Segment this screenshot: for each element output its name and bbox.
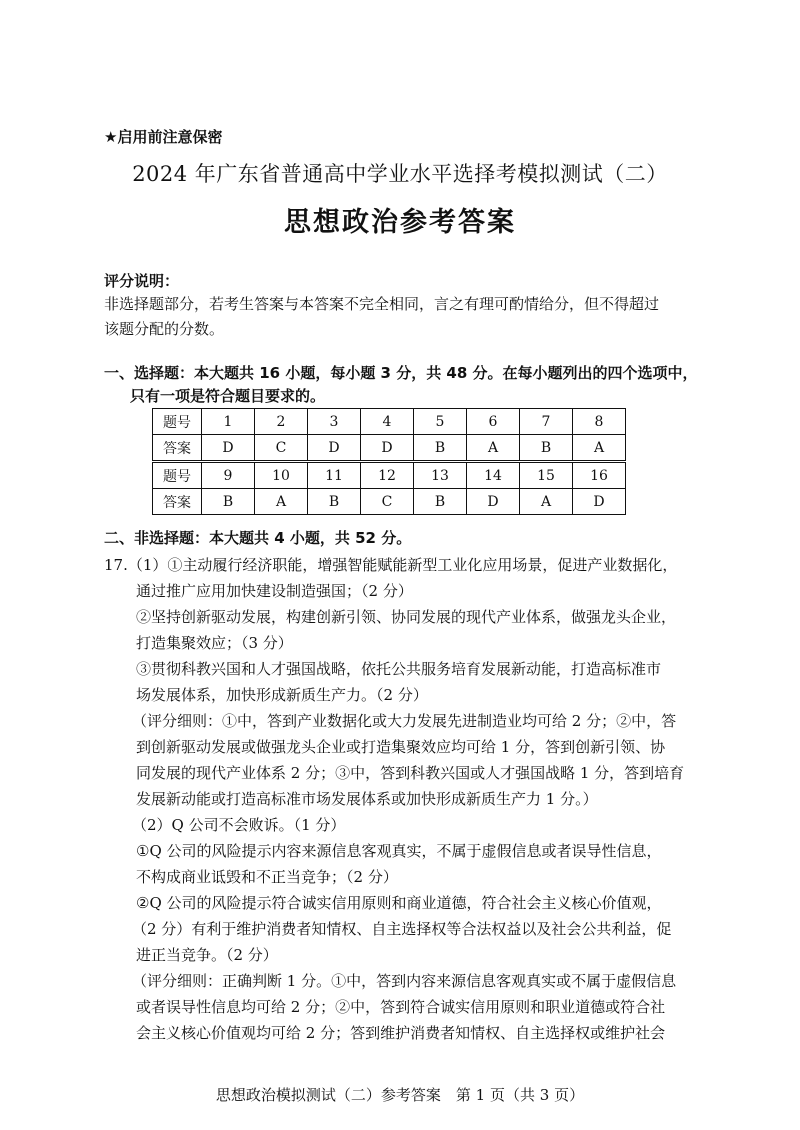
answer-cell: B — [414, 435, 467, 462]
answer-cell: C — [255, 435, 308, 462]
answer-line: （2 分）有利于维护消费者知情权、自主选择权等合法权益以及社会公共利益，促 — [132, 920, 672, 938]
page-footer: 思想政治模拟测试（二）参考答案 第 1 页（共 3 页） — [215, 1086, 585, 1104]
scoring-note-line-1: 非选择题部分，若考生答案与本答案不完全相同，言之有理可酌情给分，但不得超过 — [104, 295, 660, 313]
answer-cell: A — [520, 489, 573, 515]
row-label: 题号 — [153, 409, 202, 435]
answer-cell: C — [361, 489, 414, 515]
row-label: 答案 — [153, 489, 202, 515]
document-subtitle: 思想政治参考答案 — [284, 207, 516, 238]
confidential-notice: ★启用前注意保密 — [104, 128, 223, 146]
answer-cell: A — [573, 435, 626, 462]
answer-line: 发展新动能或打造高标准市场发展体系或加快形成新质生产力 1 分。） — [136, 790, 598, 808]
answer-line: 17.（1）①主动履行经济职能，增强智能赋能新型工业化应用场景，促进产业数据化， — [104, 556, 678, 574]
question-number: 10 — [255, 462, 308, 489]
question-number: 2 — [255, 409, 308, 435]
answer-line: ①Q 公司的风险提示内容来源信息客观真实，不属于虚假信息或者误导性信息， — [136, 842, 662, 860]
row-label: 答案 — [153, 435, 202, 462]
answer-cell: B — [414, 489, 467, 515]
answer-line: 或者误导性信息均可给 2 分；②中，答到符合诚实信用原则和职业道德或符合社 — [136, 998, 666, 1016]
question-number: 12 — [361, 462, 414, 489]
answer-cell: B — [308, 489, 361, 515]
row-label: 题号 — [153, 462, 202, 489]
answer-line: 打造集聚效应；（3 分） — [136, 634, 293, 652]
section1-heading-line-2: 只有一项是符合题目要求的。 — [130, 387, 326, 405]
q17-answer-block — [104, 552, 684, 1046]
answer-line: （评分细则：正确判断 1 分。①中，答到内容来源信息客观真实或不属于虚假信息 — [132, 972, 677, 990]
answer-cell: A — [467, 435, 520, 462]
question-number: 6 — [467, 409, 520, 435]
table-row-answers-1 — [153, 435, 626, 462]
answer-line: ③贯彻科教兴国和人才强国战略，依托公共服务培育发展新动能，打造高标准市 — [136, 660, 662, 678]
answer-line: 进正当竞争。（2 分） — [136, 946, 278, 964]
question-number: 15 — [520, 462, 573, 489]
answer-cell: D — [202, 435, 255, 462]
answer-line: 同发展的现代产业体系 2 分；③中，答到科教兴国或人才强国战略 1 分，答到培育 — [136, 764, 685, 782]
exam-title: 2024 年广东省普通高中学业水平选择考模拟测试（二） — [132, 162, 668, 186]
question-number: 3 — [308, 409, 361, 435]
scoring-note-line-2: 该题分配的分数。 — [104, 320, 225, 338]
answer-cell: A — [255, 489, 308, 515]
question-number: 8 — [573, 409, 626, 435]
answer-table — [152, 408, 626, 515]
question-number: 14 — [467, 462, 520, 489]
question-number: 9 — [202, 462, 255, 489]
answer-line: （评分细则：①中，答到产业数据化或大力发展先进制造业均可给 2 分；②中，答 — [132, 712, 677, 730]
table-row-answers-2 — [153, 489, 626, 515]
answer-cell: B — [202, 489, 255, 515]
answer-cell: B — [520, 435, 573, 462]
answer-cell: D — [573, 489, 626, 515]
answer-line: 会主义核心价值观均可给 2 分；答到维护消费者知情权、自主选择权或维护社会 — [136, 1024, 666, 1042]
question-number: 1 — [202, 409, 255, 435]
answer-cell: D — [467, 489, 520, 515]
question-number: 16 — [573, 462, 626, 489]
question-number: 7 — [520, 409, 573, 435]
scoring-note-label: 评分说明： — [104, 272, 180, 290]
answer-line: （2）Q 公司不会败诉。（1 分） — [132, 816, 346, 834]
answer-line: ②Q 公司的风险提示符合诚实信用原则和商业道德，符合社会主义核心价值观， — [136, 894, 662, 912]
section1-heading-line-1: 一、选择题：本大题共 16 小题，每小题 3 分，共 48 分。在每小题列出的四个选项中， — [104, 364, 698, 382]
answer-line: 不构成商业诋毁和不正当竞争；（2 分） — [136, 868, 398, 886]
answer-line: ②坚持创新驱动发展，构建创新引领、协同发展的现代产业体系，做强龙头企业， — [136, 608, 677, 626]
question-number: 13 — [414, 462, 467, 489]
table-row-numbers-1 — [153, 409, 626, 435]
answer-line: 场发展体系，加快形成新质生产力。（2 分） — [136, 686, 428, 704]
question-number: 5 — [414, 409, 467, 435]
answer-line: 到创新驱动发展或做强龙头企业或打造集聚效应均可给 1 分，答到创新引领、协 — [136, 738, 666, 756]
answer-cell: D — [361, 435, 414, 462]
answer-line: 通过推广应用加快建设制造强国；（2 分） — [136, 582, 413, 600]
section2-heading: 二、非选择题：本大题共 4 小题，共 52 分。 — [104, 529, 412, 547]
question-number: 4 — [361, 409, 414, 435]
answer-cell: D — [308, 435, 361, 462]
question-number: 11 — [308, 462, 361, 489]
table-row-numbers-2 — [153, 462, 626, 489]
